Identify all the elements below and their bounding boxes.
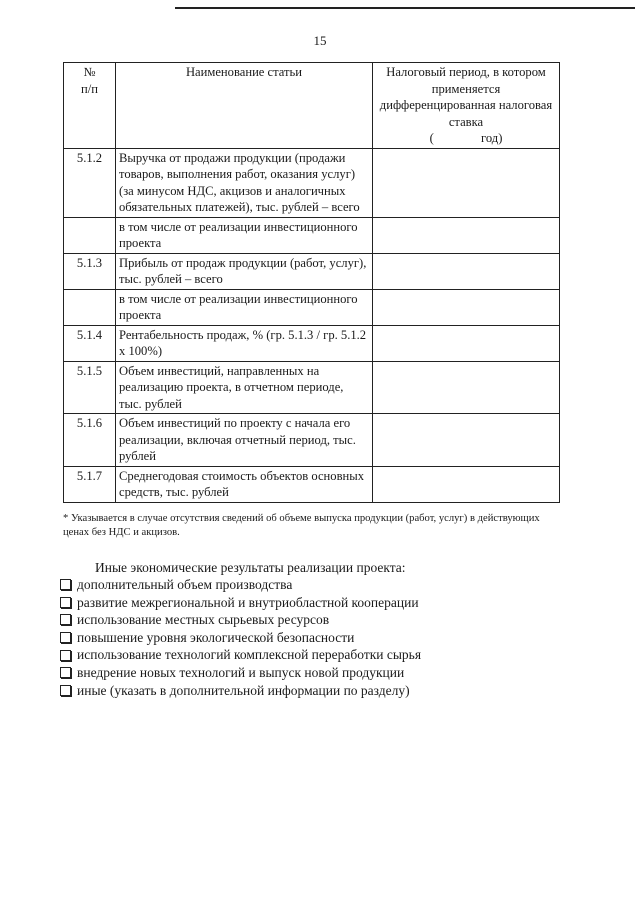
header-period-year: ( год) [429,131,503,145]
row-label: в том числе от реализации инвестиционного проекта [116,289,373,325]
header-name: Наименование статьи [116,63,373,149]
option-label: использование местных сырьевых ресурсов [77,612,330,628]
option-label: иные (указать в дополнительной информации по разделу) [77,682,410,698]
table-header-row [64,63,560,149]
header-period [373,63,560,149]
row-number: 5.1.6 [64,414,116,467]
checkbox-icon[interactable] [60,650,71,661]
header-period-label: Налоговый период, в котором применяется дифференцированная налоговая ставка [379,65,553,129]
table-row [64,414,560,467]
option-label: повышение уровня экологической безопасности [77,629,355,645]
row-value-cell[interactable] [373,414,560,467]
checkbox-icon[interactable] [60,597,71,608]
checkbox-icon[interactable] [60,579,71,590]
row-label: Объем инвестиций по проекту с начала его реализации, включая отчетный период, тыс. рублей [116,414,373,467]
list-item[interactable] [60,611,421,629]
checkbox-icon[interactable] [60,632,71,643]
row-value-cell[interactable] [373,466,560,502]
option-label: использование технологий комплексной переработки сырья [77,647,422,663]
list-item[interactable] [60,646,421,664]
checkbox-icon[interactable] [60,614,71,625]
option-label: внедрение новых технологий и выпуск новой продукции [77,664,405,680]
header-num: № п/п [64,63,116,149]
results-checklist [60,576,421,699]
table-row [64,289,560,325]
row-number: 5.1.4 [64,325,116,361]
page-number: 15 [313,33,327,48]
row-label: Объем инвестиций, направленных на реализацию проекта, в отчетном периоде, тыс. рублей [116,361,373,414]
row-label: Выручка от продажи продукции (продажи товаров, выполнения работ, оказания услуг) (за минусом НДС, акцизов и аналогичных обязательных платежей), тыс. рублей – всего [116,148,373,217]
row-value-cell[interactable] [373,325,560,361]
row-label: Рентабельность продаж, % (гр. 5.1.3 / гр. 5.1.2 х 100%) [116,325,373,361]
results-intro: Иные экономические результаты реализации проекта: [95,560,406,575]
row-value-cell[interactable] [373,289,560,325]
table-row [64,217,560,253]
indicators-table [63,62,560,503]
list-item[interactable] [60,576,421,594]
option-label: развитие межрегиональной и внутриобластной кооперации [77,594,419,610]
table-row [64,361,560,414]
row-value-cell[interactable] [373,253,560,289]
checkbox-icon[interactable] [60,685,71,696]
list-item[interactable] [60,629,421,647]
row-value-cell[interactable] [373,217,560,253]
option-label: дополнительный объем производства [77,577,293,592]
row-number: 5.1.5 [64,361,116,414]
list-item[interactable] [60,682,421,700]
list-item[interactable] [60,594,421,612]
row-number: 5.1.3 [64,253,116,289]
row-number: 5.1.7 [64,466,116,502]
row-number [64,217,116,253]
table-row [64,148,560,217]
table-row [64,325,560,361]
footnote: * Указывается в случае отсутствия сведений об объеме выпуска продукции (работ, услуг) в действующих ценах без НДС и акцизов. [63,513,540,538]
row-label: Среднегодовая стоимость объектов основных средств, тыс. рублей [116,466,373,502]
list-item[interactable] [60,664,421,682]
row-number [64,289,116,325]
row-number: 5.1.2 [64,148,116,217]
row-label: Прибыль от продаж продукции (работ, услуг), тыс. рублей – всего [116,253,373,289]
row-value-cell[interactable] [373,361,560,414]
top-rule [175,7,635,9]
row-label: в том числе от реализации инвестиционного проекта [116,217,373,253]
table-row [64,466,560,502]
table-row [64,253,560,289]
checkbox-icon[interactable] [60,667,71,678]
row-value-cell[interactable] [373,148,560,217]
